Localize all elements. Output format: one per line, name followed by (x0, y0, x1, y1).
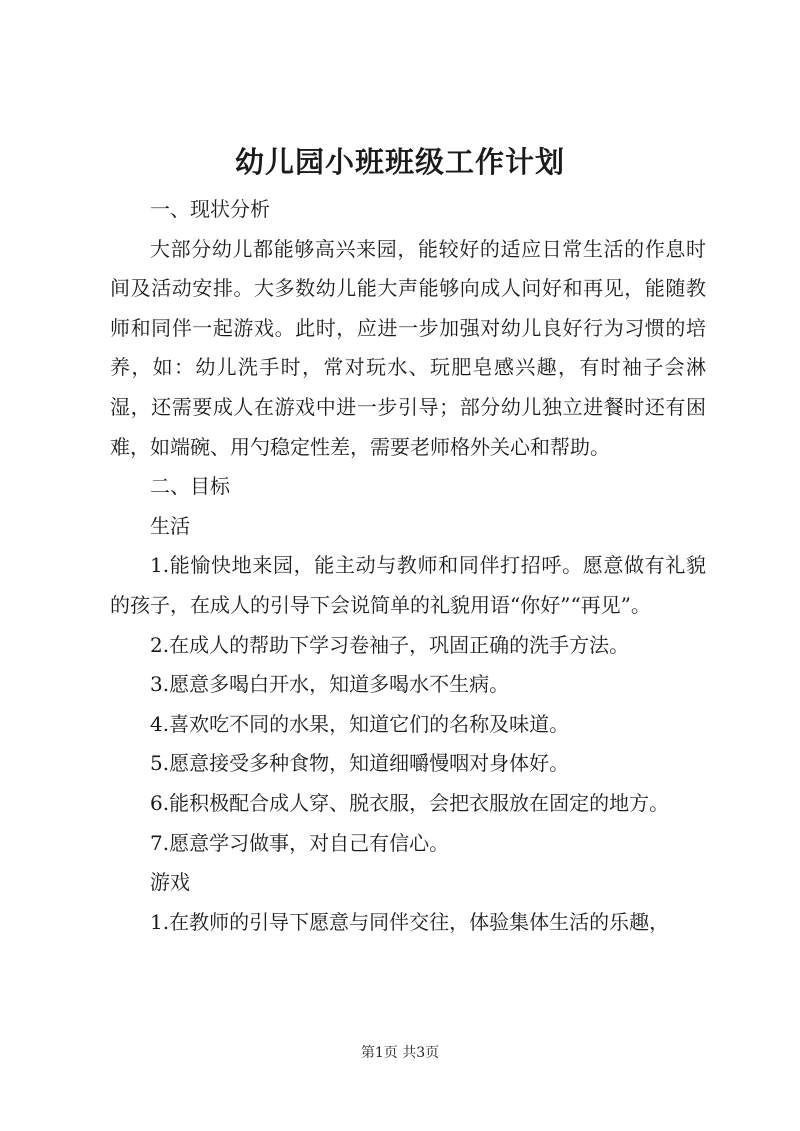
life-goal-item: 2.在成人的帮助下学习卷袖子，巩固正确的洗手方法。 (150, 632, 630, 657)
section-heading-status-analysis: 一、现状分析 (150, 197, 270, 221)
game-goal-item: 1.在教师的引导下愿意与同伴交往，体验集体生活的乐趣， (150, 909, 670, 934)
subsection-heading-game: 游戏 (150, 870, 190, 895)
life-goal-item: 3.愿意多喝白开水，知道多喝水不生病。 (150, 672, 510, 697)
life-goal-item: 5.愿意接受多种食物，知道细嚼慢咽对身体好。 (150, 751, 570, 776)
section-heading-goals: 二、目标 (150, 474, 230, 499)
page-number-footer: 第1页 共3页 (360, 1045, 440, 1061)
document-title: 幼儿园小班班级工作计划 (234, 145, 565, 179)
status-analysis-paragraph: 大部分幼儿都能够高兴来园，能较好的适应日常生活的作息时间及活动安排。大多数幼儿能大声能够向成人问好和再见，能随教师和同伴一起游戏。此时，应进一步加强对幼儿良好行为习惯的培养，如：幼儿洗手时，常对玩水、玩肥皂感兴趣，有时袖子会淋湿，还需要成人在游戏中进一步引导；部分幼儿独立进餐时还有困难，如端碗、用勺稳定性差，需要老师格外关心和帮助。 (110, 236, 706, 459)
life-goal-item: 1.能愉快地来园，能主动与教师和同伴打招呼。愿意做有礼貌的孩子，在成人的引导下会说简单的礼貌用语“你好”“再见”。 (110, 553, 706, 617)
life-goal-item: 6.能积极配合成人穿、脱衣服，会把衣服放在固定的地方。 (150, 790, 670, 815)
document-body (110, 190, 706, 942)
subsection-heading-life: 生活 (150, 513, 190, 538)
life-goal-item: 7.愿意学习做事，对自己有信心。 (150, 830, 450, 855)
life-goal-item: 4.喜欢吃不同的水果，知道它们的名称及味道。 (150, 711, 570, 736)
